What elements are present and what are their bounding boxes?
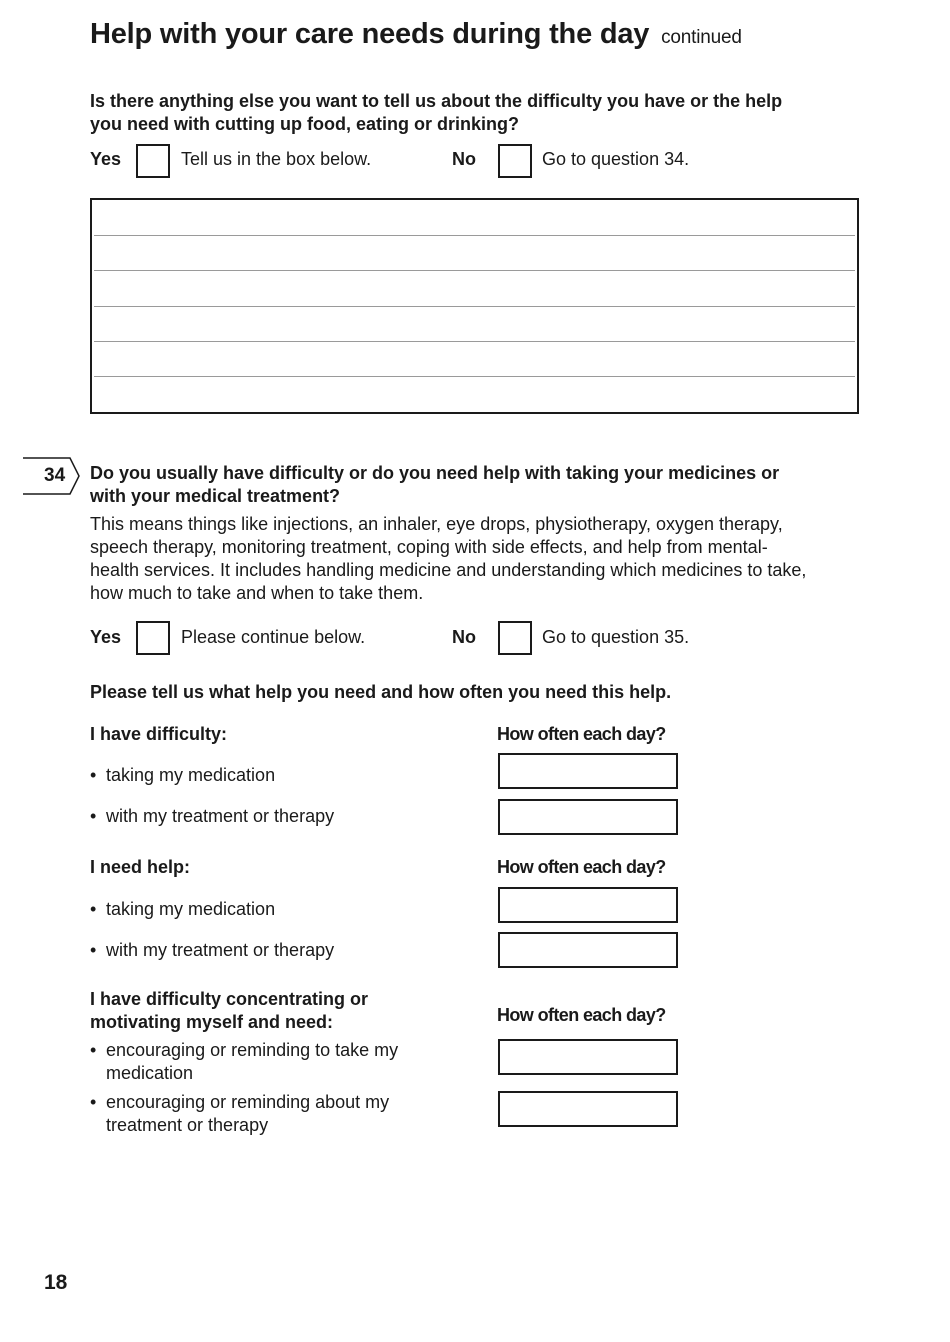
question-number-tag — [22, 457, 82, 495]
list-item-text: taking my medication — [106, 899, 276, 919]
question-33-followup: Is there anything else you want to tell us about the difficulty you have or the help you need with cutting up food, eating or drinking? — [90, 91, 783, 134]
continued-label: continued — [661, 27, 742, 48]
page-number: 18 — [44, 1271, 68, 1294]
list-item: • taking my medication — [90, 899, 276, 919]
section-heading-concentrating: I have difficulty concentrating or motivating myself and need: — [90, 989, 369, 1032]
question-number: 34 — [44, 465, 66, 486]
q33-yes-label: Yes — [90, 149, 122, 169]
q34-yes-checkbox[interactable] — [136, 621, 170, 655]
writing-line — [94, 235, 855, 236]
list-item: • taking my medication — [90, 765, 276, 785]
question-34-description: This means things like injections, an inhaler, eye drops, physiotherapy, oxygen therapy, speech therapy, monitoring treatment, coping with side effects, and help from mental-health services. It includes handling medicine and understanding which medicines to take, how much to take and when to take them. — [90, 514, 807, 603]
list-item — [90, 1039, 410, 1085]
q34-no-label: No — [452, 627, 476, 647]
section-heading-difficulty: I have difficulty: — [90, 724, 228, 744]
writing-line — [94, 341, 855, 342]
q33-no-checkbox[interactable] — [498, 144, 532, 178]
frequency-input-remind-treatment[interactable] — [498, 1091, 678, 1127]
writing-line — [94, 270, 855, 271]
list-item-text: with my treatment or therapy — [106, 940, 335, 960]
how-often-header: How often each day? — [497, 724, 666, 744]
list-item — [90, 1091, 440, 1137]
writing-line — [94, 376, 855, 377]
q34-yes-instruction: Please continue below. — [181, 627, 366, 647]
bullet: • — [90, 1040, 97, 1060]
writing-line — [94, 306, 855, 307]
frequency-input-remind-medication[interactable] — [498, 1039, 678, 1075]
q33-details-textarea[interactable] — [90, 198, 859, 414]
help-instruction: Please tell us what help you need and how often you need this help. — [90, 682, 672, 702]
q33-no-instruction: Go to question 34. — [542, 149, 690, 169]
q33-yes-checkbox[interactable] — [136, 144, 170, 178]
how-often-header: How often each day? — [497, 857, 666, 877]
section-heading-need-help: I need help: — [90, 857, 191, 877]
how-often-header: How often each day? — [497, 1005, 666, 1025]
list-item-text: with my treatment or therapy — [106, 806, 335, 826]
list-item-text: encouraging or reminding to take my medication — [106, 1040, 399, 1083]
page-title-text: Help with your care needs during the day — [90, 18, 650, 50]
q34-yes-label: Yes — [90, 627, 122, 647]
list-item: • with my treatment or therapy — [90, 940, 335, 960]
frequency-input-difficulty-treatment[interactable] — [498, 799, 678, 835]
q33-yes-instruction: Tell us in the box below. — [181, 149, 372, 169]
list-item-text: encouraging or reminding about my treatment or therapy — [106, 1092, 390, 1135]
question-34: Do you usually have difficulty or do you need help with taking your medicines or with your medical treatment? — [90, 463, 780, 506]
q33-no-label: No — [452, 149, 476, 169]
frequency-input-help-medication[interactable] — [498, 887, 678, 923]
frequency-input-help-treatment[interactable] — [498, 932, 678, 968]
frequency-input-difficulty-medication[interactable] — [498, 753, 678, 789]
q34-no-checkbox[interactable] — [498, 621, 532, 655]
page-title — [90, 18, 742, 51]
q34-no-instruction: Go to question 35. — [542, 627, 690, 647]
list-item-text: taking my medication — [106, 765, 276, 785]
list-item: • with my treatment or therapy — [90, 806, 335, 826]
bullet: • — [90, 1092, 97, 1112]
